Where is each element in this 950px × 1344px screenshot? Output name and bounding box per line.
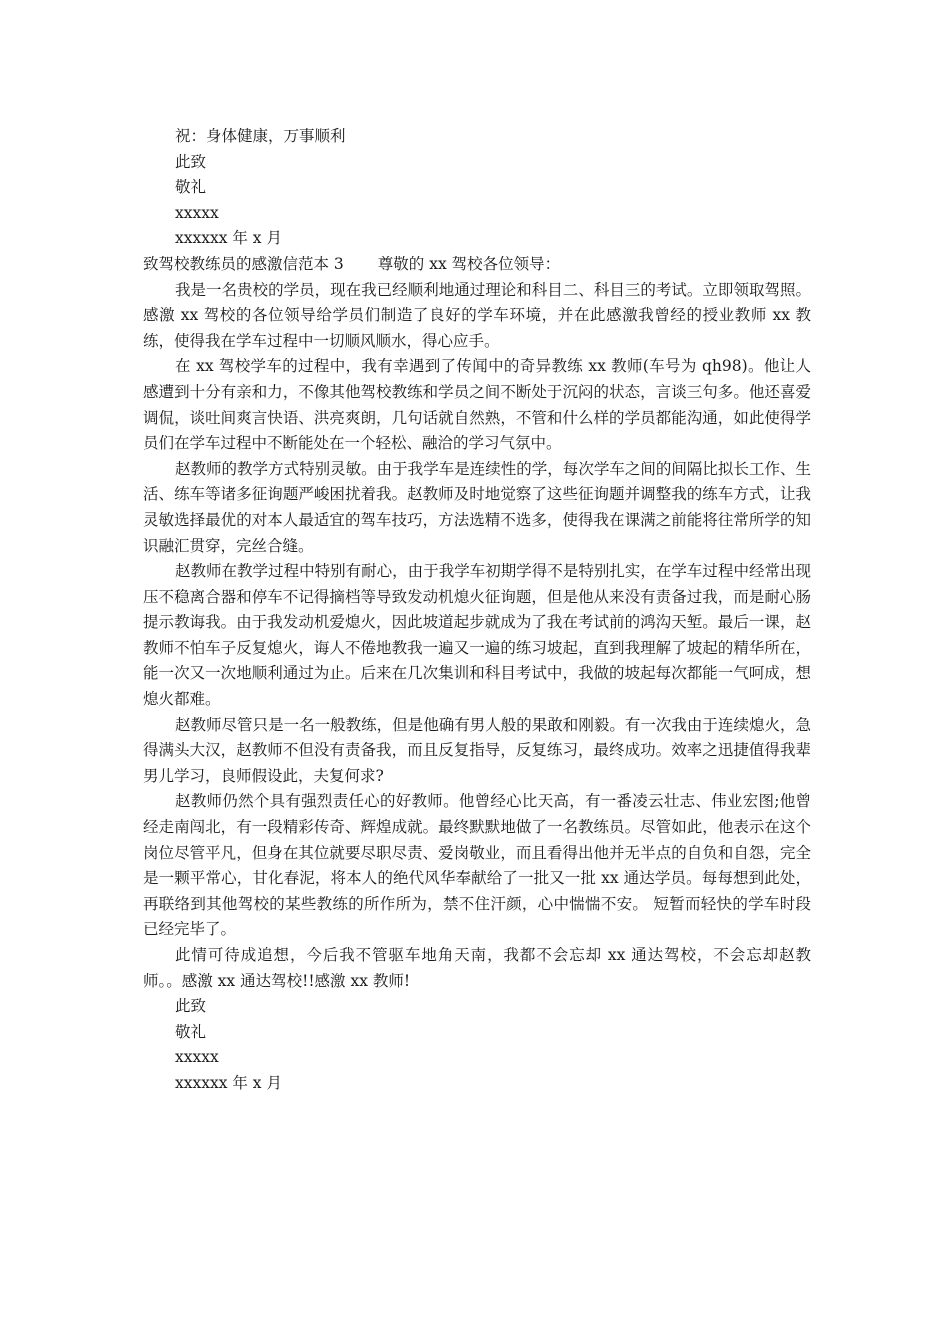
closing-salutation-2: 敬礼 <box>175 178 207 197</box>
body-paragraph: 赵教师在教学过程中特别有耐心，由于我学车初期学得不是特别扎实，在学车过程中经常出现压不稳离合器和停车不记得摘档等导致发动机熄火征询题，但是他从来没有责备过我，而是耐心肠提示教诲我。由于我发动机爱熄火，因此坡道起步就成为了我在考试前的鸿沟天堑。最后一课，赵教师不怕车子反复熄火，诲人不倦地教我一遍又一遍的练习坡起，直到我理解了坡起的精华所在，能一次又一次地顺利通过为止。后来在几次集训和科目考试中，我做的坡起每次都能一气呵成，想熄火都难。 <box>143 562 811 709</box>
letter-closing-salutation-2: 敬礼 <box>175 1022 207 1041</box>
letter-greeting: 尊敬的 xx 驾校各位领导： <box>377 254 561 273</box>
letter-closing-signature: xxxxx <box>175 1048 219 1067</box>
body-paragraph: 此情可待成追想，今后我不管驱车地角天南，我都不会忘却 xx 通达驾校，不会忘却赵教师。。感激 xx 通达驾校!!感激 xx 教师! <box>143 946 811 990</box>
body-paragraph: 赵教师的教学方式特别灵敏。由于我学车是连续性的学，每次学车之间的间隔比拟长工作、生活、练车等诸多征询题严峻困扰着我。赵教师及时地觉察了这些征询题并调整我的练车方式，让我灵敏选择最优的对本人最适宜的驾车技巧，方法选精不选多，使得我在课满之前能将往常所学的知识融汇贯穿，完丝合缝。 <box>143 459 811 555</box>
body-paragraph: 我是一名贵校的学员，现在我已经顺利地通过理论和科目二、科目三的考试。立即领取驾照。感激 xx 驾校的各位领导给学员们制造了良好的学车环境，并在此感激我曾经的授业教师 xx 教练，使得我在学车过程中一切顺风顺水，得心应手。 <box>143 280 811 350</box>
body-paragraph: 在 xx 驾校学车的过程中，我有幸遇到了传闻中的奇异教练 xx 教师(车号为 qh98)。他让人感遭到十分有亲和力，不像其他驾校教练和学员之间不断处于沉闷的状态，言谈三句多。他还喜爱调侃，谈吐间爽言快语、洪亮爽朗，几句话就自然熟，不管和什么样的学员都能沟通，如此使得学员们在学车过程中不断能处在一个轻松、融洽的学习气氛中。 <box>143 357 811 453</box>
document-page <box>143 124 811 1097</box>
letter-closing-salutation-1: 此致 <box>175 997 207 1016</box>
letter-title: 致驾校教练员的感激信范本 3 <box>143 254 344 273</box>
body-paragraph: 赵教师尽管只是一名一般教练，但是他确有男人般的果敢和刚毅。有一次我由于连续熄火，急得满头大汉，赵教师不但没有责备我，而且反复指导，反复练习，最终成功。效率之迅捷值得我辈男儿学习，良师假设此，夫复何求? <box>143 715 811 785</box>
body-paragraph: 赵教师仍然个具有强烈责任心的好教师。他曾经心比天高，有一番凌云壮志、伟业宏图;他曾经走南闯北，有一段精彩传奇、辉煌成就。最终默默地做了一名教练员。尽管如此，他表示在这个岗位尽管平凡，但身在其位就要尽职尽责、爱岗敬业，而且看得出他并无半点的自负和自怨，完全是一颗平常心，甘化春泥，将本人的绝代风华奉献给了一批又一批 xx 通达学员。每每想到此处，再联络到其他驾校的某些教练的所作所为，禁不住汗颜，心中惴惴不安。 短暂而轻快的学车时段已经完毕了。 <box>143 792 811 939</box>
closing-date: xxxxxx 年 x 月 <box>175 229 282 248</box>
letter-closing-date: xxxxxx 年 x 月 <box>175 1073 282 1092</box>
letter-heading-row <box>143 252 811 278</box>
closing-wish: 祝：身体健康，万事顺利 <box>175 127 346 145</box>
closing-salutation-1: 此致 <box>175 152 207 171</box>
closing-signature: xxxxx <box>175 203 219 222</box>
